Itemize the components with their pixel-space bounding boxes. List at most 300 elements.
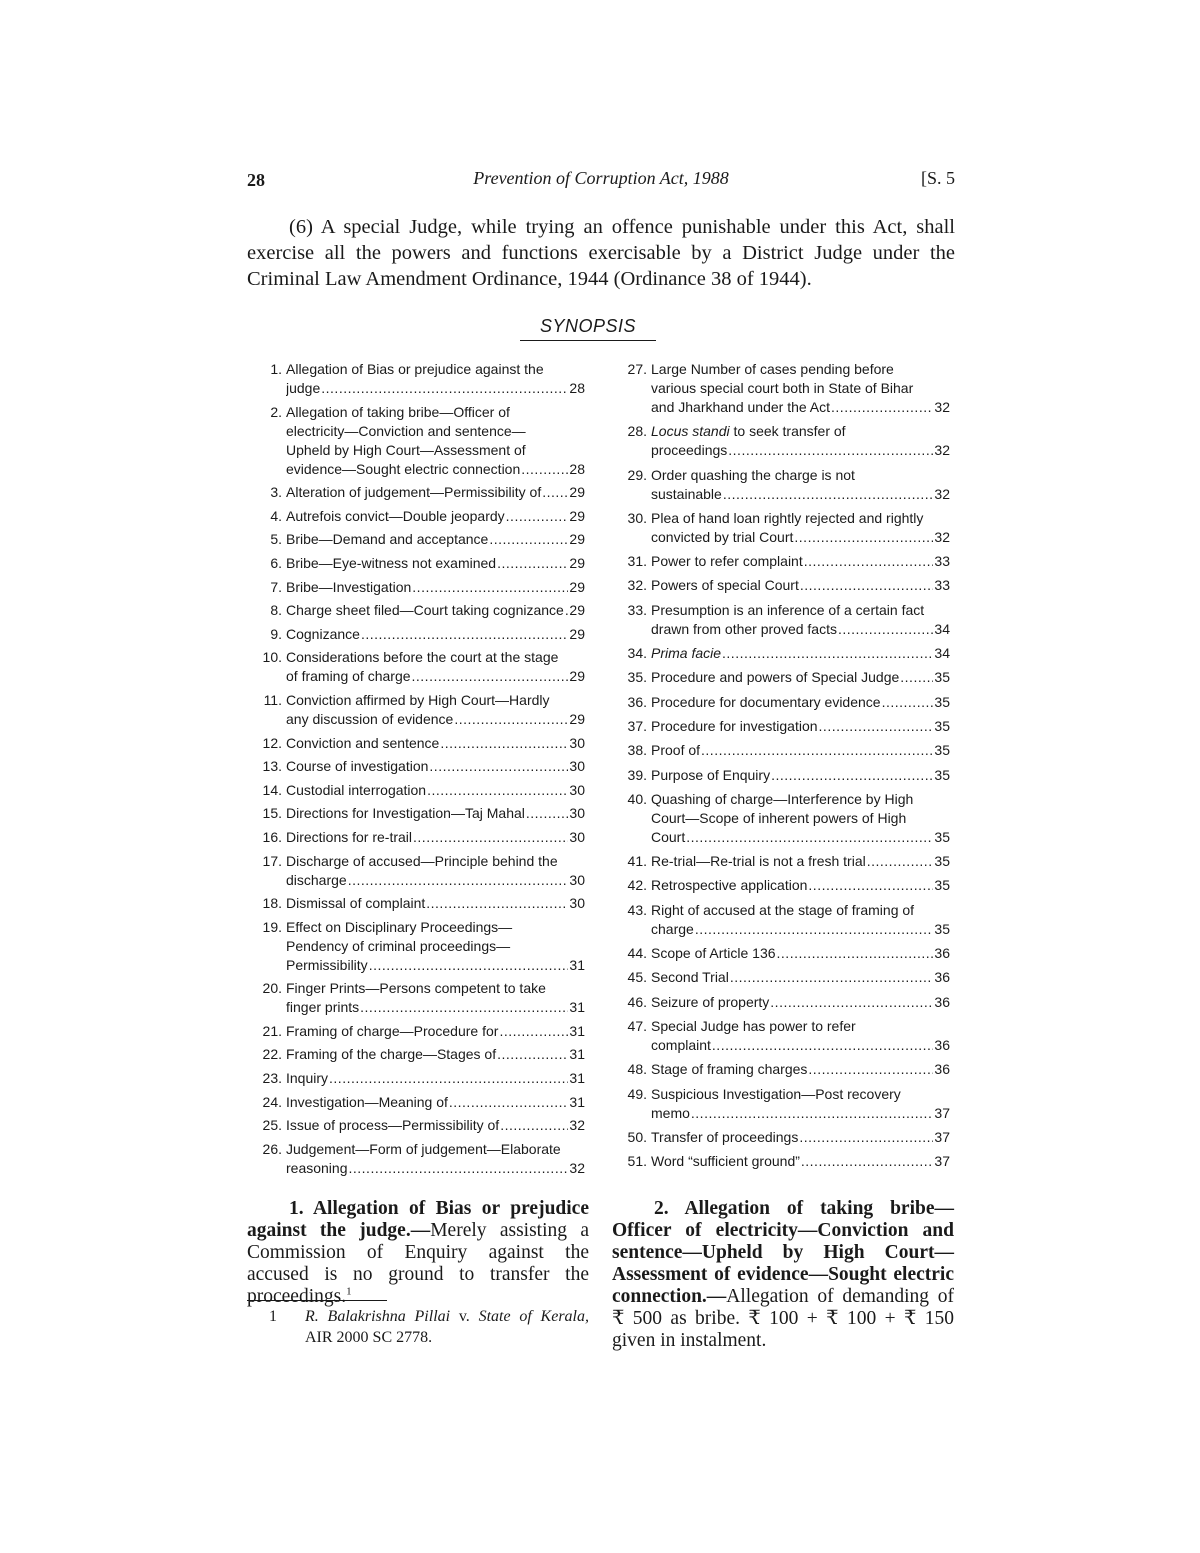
synopsis-item[interactable] xyxy=(620,644,950,663)
synopsis-item-number: 21. xyxy=(262,1022,282,1039)
synopsis-item[interactable] xyxy=(255,1140,585,1178)
synopsis-item[interactable] xyxy=(620,1128,950,1147)
synopsis-item[interactable] xyxy=(255,1069,585,1088)
synopsis-item-text xyxy=(651,644,950,663)
dot-leader xyxy=(728,441,933,460)
synopsis-item-page: 31 xyxy=(569,956,585,973)
footnote-party: State of Kerala, xyxy=(478,1308,589,1325)
synopsis-item-page: 32 xyxy=(934,442,950,459)
dot-leader xyxy=(526,804,569,823)
dot-leader xyxy=(426,894,568,913)
synopsis-item-text xyxy=(651,360,950,417)
synopsis-item-text xyxy=(651,993,950,1012)
synopsis-item-label: Bribe—Investigation xyxy=(286,578,412,595)
synopsis-item-text xyxy=(286,691,585,729)
synopsis-item-leader-line xyxy=(651,741,950,760)
synopsis-item-page: 35 xyxy=(934,693,950,710)
synopsis-item[interactable] xyxy=(255,507,585,526)
footnote-reference[interactable]: 1 xyxy=(346,1285,352,1298)
dot-leader xyxy=(777,944,934,963)
synopsis-item-number: 20. xyxy=(262,980,282,997)
synopsis-item-line: Large Number of cases pending before xyxy=(651,361,894,377)
synopsis-item-leader-line xyxy=(286,1093,585,1112)
synopsis-item-label: Purpose of Enquiry xyxy=(651,766,771,783)
synopsis-item-number: 17. xyxy=(262,852,282,869)
synopsis-item-text xyxy=(286,601,585,620)
synopsis-item-number: 36. xyxy=(627,693,647,710)
dot-leader xyxy=(412,578,568,597)
synopsis-item[interactable] xyxy=(255,554,585,573)
synopsis-item-text xyxy=(286,648,585,686)
synopsis-item-leader-line xyxy=(286,1045,585,1064)
synopsis-item-text xyxy=(286,530,585,549)
synopsis-item-text xyxy=(651,576,950,595)
synopsis-item[interactable] xyxy=(620,1152,950,1171)
synopsis-item-number: 33. xyxy=(627,601,647,618)
dot-leader xyxy=(808,1060,933,1079)
synopsis-item-line: Pendency of criminal proceedings— xyxy=(286,937,511,954)
synopsis-item[interactable] xyxy=(620,1085,950,1123)
synopsis-item-page: 33 xyxy=(934,553,950,570)
synopsis-item[interactable] xyxy=(620,1017,950,1055)
dot-leader xyxy=(794,528,933,547)
synopsis-item-text xyxy=(651,717,950,736)
synopsis-item-page: 37 xyxy=(934,1104,950,1121)
synopsis-item-label: Proof of xyxy=(651,742,701,759)
synopsis-item-line: Effect on Disciplinary Proceedings— xyxy=(286,918,513,935)
synopsis-item-page: 29 xyxy=(569,554,585,571)
synopsis-item-leader-line xyxy=(286,757,585,776)
synopsis-item[interactable] xyxy=(255,483,585,502)
synopsis-item-leader-line xyxy=(286,625,585,644)
synopsis-item-label: memo xyxy=(651,1104,690,1121)
synopsis-item[interactable] xyxy=(620,944,950,963)
dot-leader xyxy=(361,625,568,644)
synopsis-item-page: 36 xyxy=(934,1036,950,1053)
synopsis-item-number: 9. xyxy=(270,625,282,642)
synopsis-item-number: 19. xyxy=(262,918,282,935)
synopsis-item-leader-line xyxy=(651,1128,950,1147)
synopsis-item[interactable] xyxy=(620,422,950,460)
synopsis-item-leader-line xyxy=(286,1116,585,1135)
synopsis-item-leader-line xyxy=(651,968,950,987)
synopsis-list-right xyxy=(620,360,950,1176)
synopsis-item-number: 51. xyxy=(627,1153,647,1170)
book-title: Prevention of Corruption Act, 1988 xyxy=(473,168,729,188)
synopsis-item-number: 8. xyxy=(270,602,282,619)
synopsis-item-leader-line xyxy=(651,1036,950,1055)
section-reference: [S. 5 xyxy=(920,168,955,188)
synopsis-item-leader-line xyxy=(286,710,585,729)
dot-leader xyxy=(429,757,568,776)
synopsis-item-leader-line xyxy=(286,460,585,479)
synopsis-item-leader-line xyxy=(651,398,950,417)
synopsis-item-page: 30 xyxy=(569,871,585,888)
synopsis-item-page: 36 xyxy=(934,993,950,1010)
synopsis-item[interactable] xyxy=(255,648,585,686)
synopsis-item-number: 44. xyxy=(627,945,647,962)
body-column-left xyxy=(247,1198,589,1308)
synopsis-item-leader-line xyxy=(286,998,585,1017)
dot-leader xyxy=(701,741,933,760)
dot-leader xyxy=(349,1159,569,1178)
synopsis-item-number: 23. xyxy=(262,1070,282,1087)
synopsis-item-text xyxy=(286,578,585,597)
synopsis-item[interactable] xyxy=(620,693,950,712)
synopsis-item-label: Procedure and powers of Special Judge xyxy=(651,669,900,686)
dot-leader xyxy=(804,552,934,571)
body-column-right xyxy=(612,1198,954,1352)
synopsis-item-text xyxy=(286,1093,585,1112)
synopsis-item-number: 3. xyxy=(270,484,282,501)
synopsis-item-number: 50. xyxy=(627,1128,647,1145)
synopsis-item-label: Transfer of proceedings xyxy=(651,1128,799,1145)
synopsis-item-number: 5. xyxy=(270,531,282,548)
synopsis-item-text xyxy=(651,1017,950,1055)
synopsis-item[interactable] xyxy=(255,360,585,398)
synopsis-item-number: 26. xyxy=(262,1140,282,1157)
synopsis-item-page: 30 xyxy=(569,805,585,822)
dot-leader xyxy=(500,1116,568,1135)
synopsis-item-text xyxy=(286,1045,585,1064)
synopsis-item-text xyxy=(286,781,585,800)
synopsis-item[interactable] xyxy=(255,828,585,847)
synopsis-item-page: 35 xyxy=(934,920,950,937)
synopsis-item-number: 12. xyxy=(262,734,282,751)
synopsis-item-label: Charge sheet filed—Court taking cognizance xyxy=(286,602,564,619)
synopsis-item-leader-line xyxy=(286,956,585,975)
synopsis-item-line: Plea of hand loan rightly rejected and rightly xyxy=(651,509,924,526)
synopsis-item-label: charge xyxy=(651,920,694,937)
synopsis-item[interactable] xyxy=(255,530,585,549)
synopsis-item-label: Scope of Article 136 xyxy=(651,945,776,962)
synopsis-item-page: 30 xyxy=(569,828,585,845)
dot-leader xyxy=(686,828,933,847)
synopsis-item-text xyxy=(286,483,585,502)
synopsis-item-text xyxy=(651,668,950,687)
synopsis-item[interactable] xyxy=(620,901,950,939)
synopsis-item-label: Cognizance xyxy=(286,625,360,642)
synopsis-item-label: Issue of process—Permissibility of xyxy=(286,1117,500,1134)
section-2-text: Allegation of demanding of ₹ 500 as bribe. ₹ 100 + ₹ 100 + ₹ 150 given in instalment. xyxy=(612,1286,954,1351)
synopsis-item-number: 24. xyxy=(262,1093,282,1110)
synopsis-item-number: 10. xyxy=(262,649,282,666)
dot-leader xyxy=(801,1152,934,1171)
synopsis-item[interactable] xyxy=(620,790,950,847)
synopsis-item-line: Suspicious Investigation—Post recovery xyxy=(651,1085,901,1102)
synopsis-item[interactable] xyxy=(620,766,950,785)
synopsis-item-label: Power to refer complaint xyxy=(651,553,803,570)
synopsis-item[interactable] xyxy=(620,717,950,736)
synopsis-item-number: 31. xyxy=(627,553,647,570)
dot-leader xyxy=(412,667,569,686)
synopsis-item[interactable] xyxy=(620,668,950,687)
synopsis-item[interactable] xyxy=(620,601,950,639)
synopsis-item-page: 35 xyxy=(934,766,950,783)
footnote-citation: AIR 2000 SC 2778. xyxy=(305,1329,433,1346)
synopsis-item[interactable] xyxy=(620,1060,950,1079)
synopsis-item-number: 15. xyxy=(262,805,282,822)
synopsis-item[interactable] xyxy=(255,757,585,776)
synopsis-item-number: 45. xyxy=(627,969,647,986)
synopsis-item-text xyxy=(651,509,950,547)
synopsis-item-leader-line xyxy=(651,876,950,895)
synopsis-item-leader-line xyxy=(286,1069,585,1088)
synopsis-item[interactable] xyxy=(620,360,950,417)
synopsis-item[interactable] xyxy=(255,918,585,975)
synopsis-item-label: Seizure of property xyxy=(651,993,770,1010)
synopsis-item-label: Re-trial—Re-trial is not a fresh trial xyxy=(651,853,866,870)
synopsis-item-label: Retrospective application xyxy=(651,877,808,894)
section-1-heading: 1. Allegation of Bias or prejudice against the judge.— xyxy=(247,1198,589,1241)
synopsis-item-text xyxy=(651,1152,950,1171)
dot-leader xyxy=(449,1093,569,1112)
page-number: 28 xyxy=(247,170,265,190)
synopsis-item-page: 34 xyxy=(934,620,950,637)
synopsis-item-text xyxy=(286,1022,585,1041)
synopsis-item-label: of framing of charge xyxy=(286,668,411,685)
synopsis-item-text xyxy=(651,876,950,895)
synopsis-item[interactable] xyxy=(620,968,950,987)
synopsis-item-label: Word “sufficient ground” xyxy=(651,1153,800,1170)
synopsis-item-text xyxy=(651,1060,950,1079)
section-2-heading: 2. Allegation of taking bribe—Officer of electricity—Conviction and sentence—Upheld by High Court—Assessment of evidence—Sought electric connection.— xyxy=(612,1198,954,1307)
synopsis-item-leader-line xyxy=(286,828,585,847)
synopsis-item[interactable] xyxy=(255,601,585,620)
synopsis-item-number: 40. xyxy=(627,790,647,807)
synopsis-item-leader-line xyxy=(286,894,585,913)
synopsis-item[interactable] xyxy=(255,852,585,890)
synopsis-item[interactable] xyxy=(255,1116,585,1135)
footnote-number: 1 xyxy=(269,1308,277,1325)
synopsis-item-line: Allegation of Bias or prejudice against the xyxy=(286,361,544,377)
synopsis-item-label: Framing of the charge—Stages of xyxy=(286,1046,497,1063)
synopsis-item[interactable] xyxy=(620,993,950,1012)
synopsis-item-text xyxy=(651,1085,950,1123)
synopsis-item-number: 1. xyxy=(270,361,282,377)
dot-leader xyxy=(819,717,934,736)
synopsis-item-number: 6. xyxy=(270,554,282,571)
synopsis-item-page: 35 xyxy=(934,717,950,734)
synopsis-item-label: Permissibility xyxy=(286,956,368,973)
dot-leader xyxy=(360,998,568,1017)
dot-leader xyxy=(565,601,569,620)
synopsis-item-line: Presumption is an inference of a certain fact xyxy=(651,601,925,618)
synopsis-item-page: 31 xyxy=(569,1046,585,1063)
dot-leader xyxy=(808,876,933,895)
synopsis-item-leader-line xyxy=(286,601,585,620)
synopsis-item[interactable] xyxy=(255,691,585,729)
synopsis-item[interactable] xyxy=(255,894,585,913)
dot-leader xyxy=(497,554,568,573)
synopsis-item[interactable] xyxy=(255,1093,585,1112)
synopsis-item-text xyxy=(286,507,585,526)
synopsis-item-number: 46. xyxy=(627,993,647,1010)
synopsis-item[interactable] xyxy=(255,804,585,823)
synopsis-item-number: 4. xyxy=(270,507,282,524)
synopsis-item-leader-line xyxy=(651,693,950,712)
synopsis-item-text xyxy=(286,979,585,1017)
synopsis-item-page: 37 xyxy=(934,1153,950,1170)
synopsis-item-label: Court xyxy=(651,828,686,845)
dot-leader xyxy=(506,507,569,526)
synopsis-item-leader-line xyxy=(286,578,585,597)
dot-leader xyxy=(427,781,568,800)
synopsis-item-number: 41. xyxy=(627,853,647,870)
synopsis-item-text xyxy=(651,552,950,571)
synopsis-item-label: Powers of special Court xyxy=(651,577,799,594)
synopsis-item-text xyxy=(286,360,585,398)
synopsis-list-left xyxy=(255,360,585,1182)
synopsis-item-text xyxy=(286,403,585,479)
synopsis-item-leader-line xyxy=(286,379,585,398)
synopsis-item-number: 43. xyxy=(627,901,647,918)
synopsis-item[interactable] xyxy=(255,979,585,1017)
synopsis-item-page: 29 xyxy=(569,668,585,685)
synopsis-item-label: Directions for Investigation—Taj Mahal xyxy=(286,805,525,822)
synopsis-item-page: 29 xyxy=(569,602,585,619)
synopsis-item[interactable] xyxy=(255,1022,585,1041)
footnote-case-name: R. Balakrishna Pillai xyxy=(305,1308,451,1325)
synopsis-item-page: 35 xyxy=(934,877,950,894)
synopsis-item-number: 29. xyxy=(627,466,647,483)
synopsis-item-leader-line xyxy=(286,1022,585,1041)
synopsis-item-number: 42. xyxy=(627,877,647,894)
synopsis-item-text xyxy=(286,852,585,890)
synopsis-item-leader-line xyxy=(651,852,950,871)
synopsis-item-line: electricity—Conviction and sentence— xyxy=(286,422,526,439)
synopsis-item[interactable] xyxy=(255,578,585,597)
synopsis-item-leader-line xyxy=(651,552,950,571)
synopsis-item-text xyxy=(286,734,585,753)
synopsis-item-page: 37 xyxy=(934,1128,950,1145)
synopsis-item-number: 47. xyxy=(627,1017,647,1034)
dot-leader xyxy=(413,828,568,847)
synopsis-item[interactable] xyxy=(255,781,585,800)
synopsis-item-page: 33 xyxy=(934,577,950,594)
synopsis-item-line: Discharge of accused—Principle behind the xyxy=(286,852,558,869)
synopsis-item-text xyxy=(651,766,950,785)
synopsis-item-page: 34 xyxy=(934,645,950,662)
synopsis-item-label: Prima facie xyxy=(651,645,722,662)
synopsis-item-page: 29 xyxy=(569,531,585,548)
synopsis-item-line: Order quashing the charge is not xyxy=(651,466,855,483)
synopsis-item[interactable] xyxy=(255,403,585,479)
synopsis-item-page: 35 xyxy=(934,828,950,845)
synopsis-item-text xyxy=(651,790,950,847)
synopsis-item-leader-line xyxy=(651,944,950,963)
synopsis-item[interactable] xyxy=(620,876,950,895)
synopsis-item[interactable] xyxy=(620,852,950,871)
running-header xyxy=(247,168,955,192)
synopsis-item[interactable] xyxy=(255,1045,585,1064)
synopsis-item-label: Second Trial xyxy=(651,969,729,986)
synopsis-item-leader-line xyxy=(286,1159,585,1178)
synopsis-item-leader-line xyxy=(651,576,950,595)
synopsis-item-leader-line xyxy=(651,1060,950,1079)
synopsis-item-label: Conviction and sentence xyxy=(286,734,440,751)
synopsis-item-page: 35 xyxy=(934,669,950,686)
dot-leader xyxy=(882,693,934,712)
synopsis-item-text xyxy=(651,901,950,939)
dot-leader xyxy=(691,1104,934,1123)
synopsis-item-number: 39. xyxy=(627,766,647,783)
synopsis-item-label: any discussion of evidence xyxy=(286,710,454,727)
synopsis-item-number: 37. xyxy=(627,717,647,734)
dot-leader xyxy=(489,530,568,549)
synopsis-item-line: Right of accused at the stage of framing of xyxy=(651,901,915,918)
synopsis-item-label: sustainable xyxy=(651,485,722,502)
synopsis-item-page: 29 xyxy=(569,484,585,501)
synopsis-item[interactable] xyxy=(620,552,950,571)
synopsis-item[interactable] xyxy=(620,741,950,760)
synopsis-item-page: 32 xyxy=(569,1159,585,1176)
synopsis-item-label: Inquiry xyxy=(286,1070,329,1087)
synopsis-item[interactable] xyxy=(620,509,950,547)
synopsis-title: SYNOPSIS xyxy=(520,316,656,341)
synopsis-item-label: Custodial interrogation xyxy=(286,781,427,798)
synopsis-item-label: evidence—Sought electric connection xyxy=(286,460,521,477)
synopsis-item-label: Autrefois convict—Double jeopardy xyxy=(286,507,505,524)
synopsis-item-line: Locus standi to seek transfer of xyxy=(651,423,846,440)
synopsis-item-line: Quashing of charge—Interference by High xyxy=(651,790,914,807)
synopsis-item-page: 32 xyxy=(934,528,950,545)
synopsis-item-page: 31 xyxy=(569,1093,585,1110)
synopsis-item[interactable] xyxy=(255,625,585,644)
synopsis-item[interactable] xyxy=(620,576,950,595)
synopsis-item-number: 11. xyxy=(263,691,282,708)
synopsis-item-text xyxy=(651,944,950,963)
synopsis-item-label: discharge xyxy=(286,871,347,888)
synopsis-item-page: 36 xyxy=(934,969,950,986)
dot-leader xyxy=(800,576,934,595)
dot-leader xyxy=(497,1045,568,1064)
synopsis-item-label: Stage of framing charges xyxy=(651,1061,808,1078)
synopsis-item-leader-line xyxy=(651,1104,950,1123)
synopsis-item-text xyxy=(651,693,950,712)
dot-leader xyxy=(712,1036,934,1055)
footnote-text xyxy=(305,1306,589,1348)
synopsis-item-page: 35 xyxy=(934,742,950,759)
synopsis-item-label: Procedure for documentary evidence xyxy=(651,693,881,710)
dot-leader xyxy=(838,620,933,639)
synopsis-item-number: 38. xyxy=(627,742,647,759)
synopsis-item-page: 30 xyxy=(569,781,585,798)
dot-leader xyxy=(900,668,933,687)
synopsis-item-leader-line xyxy=(651,1152,950,1171)
synopsis-item-line: Allegation of taking bribe—Officer of xyxy=(286,403,510,420)
synopsis-item-number: 48. xyxy=(627,1061,647,1078)
dot-leader xyxy=(867,852,934,871)
synopsis-item-text xyxy=(286,894,585,913)
synopsis-item-text xyxy=(651,601,950,639)
synopsis-item[interactable] xyxy=(620,466,950,504)
synopsis-item-text xyxy=(286,554,585,573)
synopsis-item-text xyxy=(286,1116,585,1135)
synopsis-item-page: 30 xyxy=(569,758,585,775)
synopsis-item-page: 32 xyxy=(934,399,950,415)
synopsis-item-number: 14. xyxy=(262,781,282,798)
synopsis-item-number: 30. xyxy=(627,509,647,526)
dot-leader xyxy=(730,968,934,987)
synopsis-item-leader-line xyxy=(286,667,585,686)
synopsis-item-label: Bribe—Eye-witness not examined xyxy=(286,554,497,571)
synopsis-item[interactable] xyxy=(255,734,585,753)
dot-leader xyxy=(695,920,934,939)
synopsis-item-page: 31 xyxy=(569,1022,585,1039)
synopsis-item-label: Investigation—Meaning of xyxy=(286,1093,448,1110)
dot-leader xyxy=(770,993,933,1012)
